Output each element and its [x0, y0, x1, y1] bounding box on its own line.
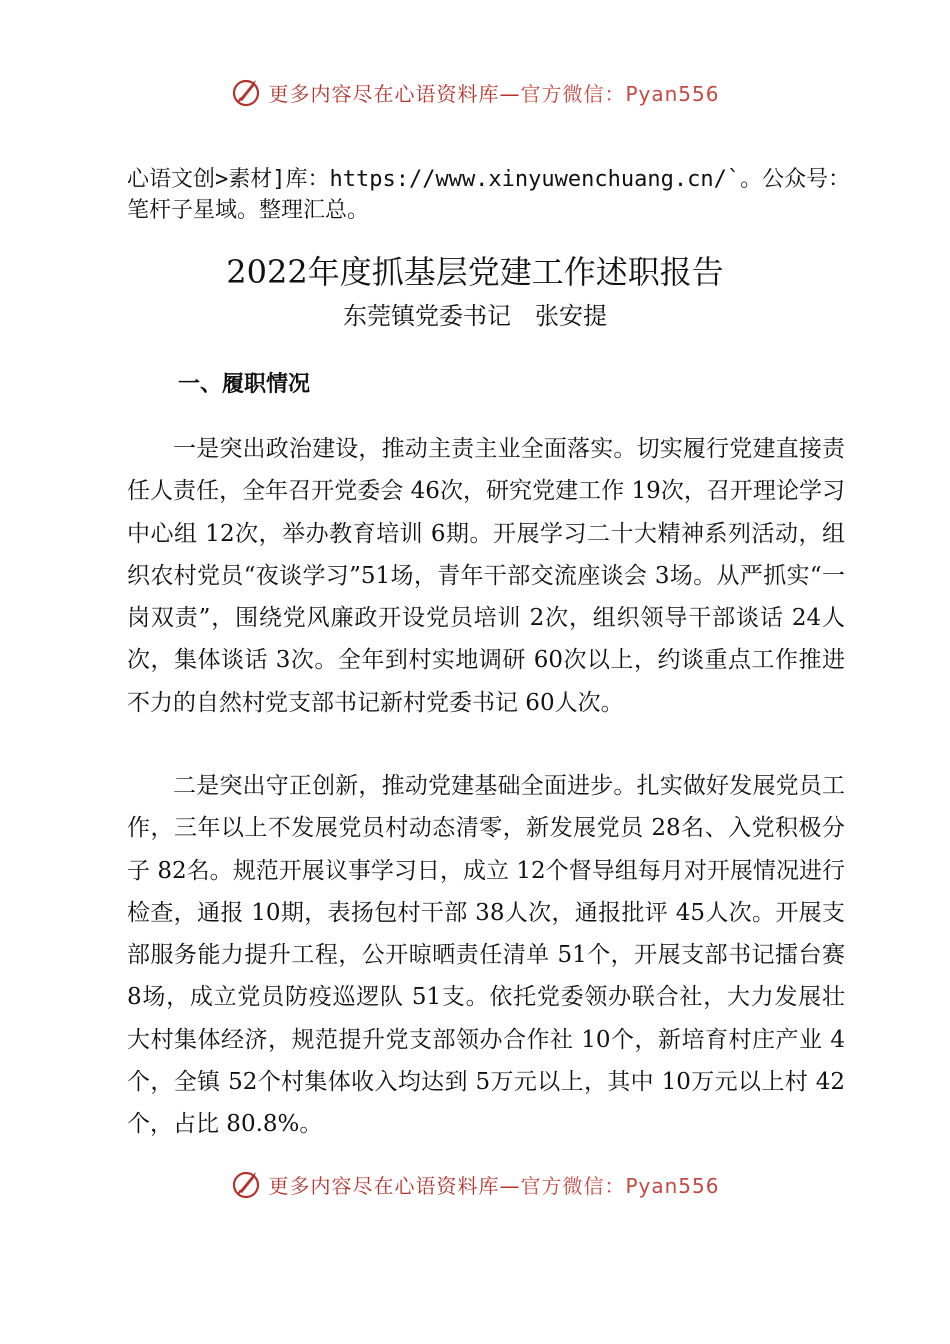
document-title: 2022年度抓基层党建工作述职报告: [226, 253, 724, 291]
banner-text: 更多内容尽在心语资料库—官方微信：Pyan556: [268, 1173, 720, 1198]
source-note: 心语文创>素材]库：https://www.xinyuwenchuang.cn/`。公众号：笔杆子星域。整理汇总。: [127, 167, 851, 223]
banner-text: 更多内容尽在心语资料库—官方微信：Pyan556: [268, 81, 720, 106]
footer-banner: [0, 1162, 950, 1206]
header-banner: [0, 70, 950, 114]
body-paragraph: 一是突出政治建设，推动主责主业全面落实。切实履行党建直接责任人责任，全年召开党委会 46次，研究党建工作 19次，召开理论学习中心组 12次，举办教育培训 6期。开展学习二十大精神系列活动，组织农村党员“夜谈学习”51场，青年干部交流座谈会 3场。从严抓实“一岗双责”，围绕党风廉政开设党员培训 2次，组织领导干部谈话 24人次，集体谈话 3次。全年到村实地调研 60次以上，约谈重点工作推进不力的自然村党支部书记新村党委书记 60人次。: [127, 436, 845, 716]
body-paragraph: 二是突出守正创新，推动党建基础全面进步。扎实做好发展党员工作，三年以上不发展党员村动态清零，新发展党员 28名、入党积极分子 82名。规范开展议事学习日，成立 12个督导组每月对开展情况进行检查，通报 10期，表扬包村干部 38人次，通报批评 45人次。开展支部服务能力提升工程，公开晾晒责任清单 51个，开展支部书记擂台赛 8场，成立党员防疫巡逻队 51支。依托党委领办联合社，大力发展壮大村集体经济，规范提升党支部领办合作社 10个，新培育村庄产业 4个，全镇 52个村集体收入均达到 5万元以上，其中 10万元以上村 42个，占比 80.8%。: [127, 773, 845, 1138]
document-author: 东莞镇党委书记 张安提: [343, 302, 607, 330]
quill-pen-logo-icon: [230, 1168, 262, 1200]
section-heading: 一、履职情况: [178, 372, 311, 397]
wechat-id: 官方微信：Pyan556: [520, 81, 720, 106]
wechat-id: 官方微信：Pyan556: [520, 1173, 720, 1198]
quill-pen-logo-icon: [230, 76, 262, 108]
